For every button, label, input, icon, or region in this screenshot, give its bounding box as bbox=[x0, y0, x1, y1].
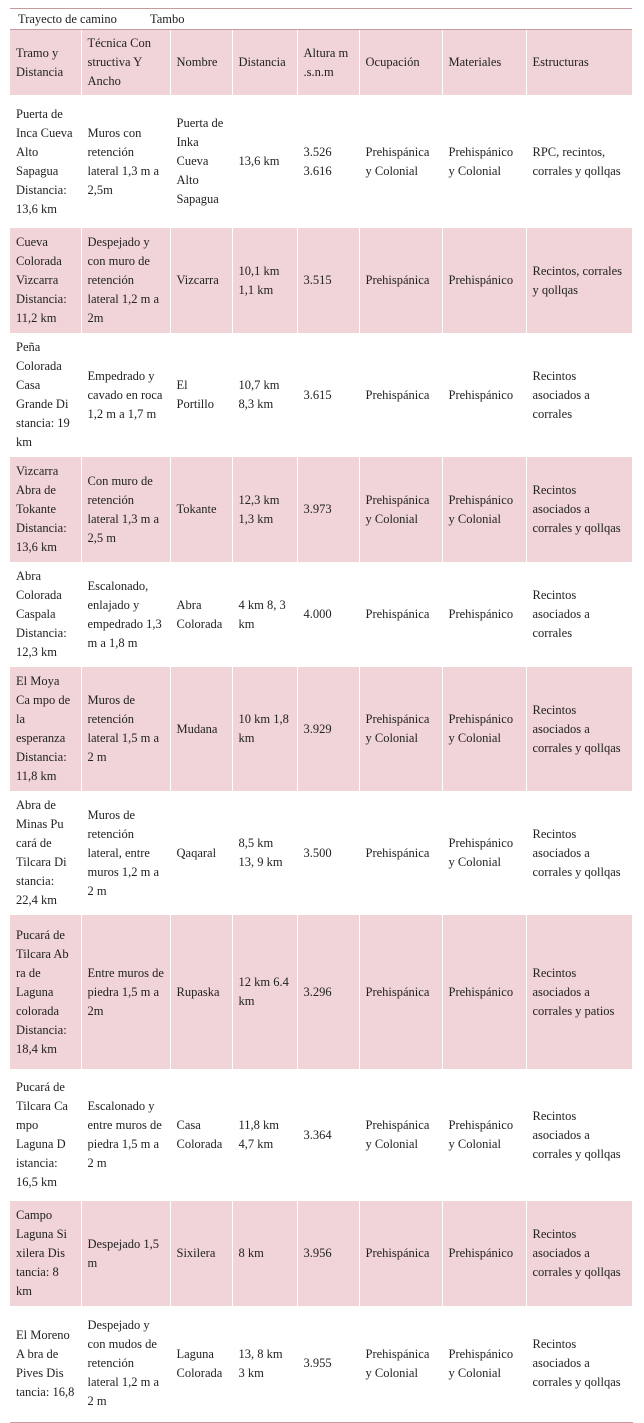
document-page bbox=[10, 8, 632, 1423]
cell-nombre: Tokante bbox=[170, 457, 232, 562]
cell-tramo: Peña Colorada Casa Grande Di stancia: 19 km bbox=[10, 333, 81, 457]
cell-ocupacion: Prehispánica y Colonial bbox=[359, 667, 442, 791]
cell-tecnica: Despejado y con mudos de retención lateral 1,2 m a 2 m bbox=[81, 1306, 170, 1422]
cell-altura: 3.973 bbox=[297, 457, 359, 562]
cell-materiales: Prehispánico bbox=[442, 1201, 526, 1306]
column-header: Materiales bbox=[442, 30, 526, 95]
cell-ocupacion: Prehispánica bbox=[359, 333, 442, 457]
cell-altura: 3.500 bbox=[297, 791, 359, 915]
route-table bbox=[10, 30, 633, 1423]
cell-tramo: Pucará de Tilcara Ca mpo Laguna D istancia: 16,5 km bbox=[10, 1069, 81, 1201]
cell-altura: 4.000 bbox=[297, 562, 359, 667]
cell-nombre: Mudana bbox=[170, 667, 232, 791]
cell-materiales: Prehispánico bbox=[442, 562, 526, 667]
cell-nombre: El Portillo bbox=[170, 333, 232, 457]
cell-materiales: Prehispánico y Colonial bbox=[442, 667, 526, 791]
column-header: Ocupación bbox=[359, 30, 442, 95]
cell-altura: 3.364 bbox=[297, 1069, 359, 1201]
cell-nombre: Sixilera bbox=[170, 1201, 232, 1306]
table-row bbox=[10, 1201, 632, 1306]
cell-distancia: 10,7 km 8,3 km bbox=[232, 333, 297, 457]
cell-ocupacion: Prehispánica y Colonial bbox=[359, 457, 442, 562]
cell-ocupacion: Prehispánica y Colonial bbox=[359, 1069, 442, 1201]
cell-distancia: 10 km 1,8 km bbox=[232, 667, 297, 791]
cell-ocupacion: Prehispánica y Colonial bbox=[359, 95, 442, 228]
cell-ocupacion: Prehispánica bbox=[359, 562, 442, 667]
group-header-tambo: Tambo bbox=[150, 11, 185, 26]
column-header: Técnica Con structiva Y Ancho bbox=[81, 30, 170, 95]
table-row bbox=[10, 1069, 632, 1201]
cell-estructuras: RPC, recintos, corrales y qollqas bbox=[526, 95, 632, 228]
cell-materiales: Prehispánico y Colonial bbox=[442, 1069, 526, 1201]
cell-ocupacion: Prehispánica bbox=[359, 228, 442, 333]
column-header: Tramo y Distancia bbox=[10, 30, 81, 95]
table-row bbox=[10, 457, 632, 562]
cell-nombre: Laguna Colorada bbox=[170, 1306, 232, 1422]
cell-estructuras: Recintos, corrales y qollqas bbox=[526, 228, 632, 333]
table-row bbox=[10, 333, 632, 457]
cell-estructuras: Recintos asociados a corrales y qollqas bbox=[526, 667, 632, 791]
table-row bbox=[10, 228, 632, 333]
cell-distancia: 13, 8 km 3 km bbox=[232, 1306, 297, 1422]
cell-nombre: Qaqaral bbox=[170, 791, 232, 915]
cell-altura: 3.526 3.616 bbox=[297, 95, 359, 228]
cell-tramo: Campo Laguna Si xilera Dis tancia: 8 km bbox=[10, 1201, 81, 1306]
table-row bbox=[10, 915, 632, 1069]
cell-nombre: Vizcarra bbox=[170, 228, 232, 333]
cell-nombre: Rupaska bbox=[170, 915, 232, 1069]
cell-distancia: 11,8 km 4,7 km bbox=[232, 1069, 297, 1201]
cell-tramo: Cueva Colorada Vizcarra Distancia: 11,2 km bbox=[10, 228, 81, 333]
cell-estructuras: Recintos asociados a corrales y patios bbox=[526, 915, 632, 1069]
cell-tecnica: Despejado 1,5 m bbox=[81, 1201, 170, 1306]
cell-tecnica: Muros de retención lateral, entre muros 1,2 m a 2 m bbox=[81, 791, 170, 915]
group-header-row bbox=[10, 9, 632, 29]
cell-tecnica: Con muro de retención lateral 1,3 m a 2,5 m bbox=[81, 457, 170, 562]
cell-tecnica: Entre muros de piedra 1,5 m a 2m bbox=[81, 915, 170, 1069]
cell-tramo: El Moreno A bra de Pives Dis tancia: 16,8 bbox=[10, 1306, 81, 1422]
cell-estructuras: Recintos asociados a corrales y qollqas bbox=[526, 1306, 632, 1422]
cell-tecnica: Empedrado y cavado en roca 1,2 m a 1,7 m bbox=[81, 333, 170, 457]
cell-tecnica: Despejado y con muro de retención lateral 1,2 m a 2m bbox=[81, 228, 170, 333]
table-row bbox=[10, 791, 632, 915]
column-header: Distancia bbox=[232, 30, 297, 95]
cell-nombre: Abra Colorada bbox=[170, 562, 232, 667]
column-header: Estructuras bbox=[526, 30, 632, 95]
cell-tramo: Vizcarra Abra de Tokante Distancia: 13,6 km bbox=[10, 457, 81, 562]
cell-materiales: Prehispánico bbox=[442, 333, 526, 457]
cell-tecnica: Escalonado, enlajado y empedrado 1,3 m a 1,8 m bbox=[81, 562, 170, 667]
cell-tramo: Pucará de Tilcara Ab ra de Laguna colorada Distancia: 18,4 km bbox=[10, 915, 81, 1069]
cell-altura: 3.956 bbox=[297, 1201, 359, 1306]
cell-distancia: 4 km 8, 3 km bbox=[232, 562, 297, 667]
table-row bbox=[10, 95, 632, 228]
cell-nombre: Casa Colorada bbox=[170, 1069, 232, 1201]
cell-distancia: 13,6 km bbox=[232, 95, 297, 228]
cell-altura: 3.296 bbox=[297, 915, 359, 1069]
cell-materiales: Prehispánico bbox=[442, 228, 526, 333]
column-header: Nombre bbox=[170, 30, 232, 95]
cell-distancia: 8 km bbox=[232, 1201, 297, 1306]
column-header-row bbox=[10, 30, 632, 95]
column-header: Altura m .s.n.m bbox=[297, 30, 359, 95]
cell-tramo: Abra de Minas Pu cará de Tilcara Di stancia: 22,4 km bbox=[10, 791, 81, 915]
table-row bbox=[10, 667, 632, 791]
cell-ocupacion: Prehispánica y Colonial bbox=[359, 1306, 442, 1422]
cell-distancia: 12 km 6.4 km bbox=[232, 915, 297, 1069]
table-row bbox=[10, 562, 632, 667]
cell-materiales: Prehispánico bbox=[442, 915, 526, 1069]
cell-altura: 3.929 bbox=[297, 667, 359, 791]
cell-distancia: 10,1 km 1,1 km bbox=[232, 228, 297, 333]
cell-ocupacion: Prehispánica bbox=[359, 1201, 442, 1306]
cell-ocupacion: Prehispánica bbox=[359, 791, 442, 915]
cell-estructuras: Recintos asociados a corrales bbox=[526, 333, 632, 457]
cell-tramo: El Moya Ca mpo de la esperanza Distancia: 11,8 km bbox=[10, 667, 81, 791]
cell-nombre: Puerta de Inka Cueva Alto Sapagua bbox=[170, 95, 232, 228]
cell-tecnica: Muros con retención lateral 1,3 m a 2,5m bbox=[81, 95, 170, 228]
cell-materiales: Prehispánico y Colonial bbox=[442, 791, 526, 915]
cell-estructuras: Recintos asociados a corrales y qollqas bbox=[526, 791, 632, 915]
cell-estructuras: Recintos asociados a corrales y qollqas bbox=[526, 1201, 632, 1306]
cell-estructuras: Recintos asociados a corrales y qollqas bbox=[526, 457, 632, 562]
cell-altura: 3.615 bbox=[297, 333, 359, 457]
group-header-trayecto: Trayecto de camino bbox=[18, 11, 117, 26]
cell-materiales: Prehispánico y Colonial bbox=[442, 1306, 526, 1422]
cell-tramo: Abra Colorada Caspala Distancia: 12,3 km bbox=[10, 562, 81, 667]
table-row bbox=[10, 1306, 632, 1422]
cell-altura: 3.515 bbox=[297, 228, 359, 333]
cell-materiales: Prehispánico y Colonial bbox=[442, 95, 526, 228]
cell-estructuras: Recintos asociados a corrales bbox=[526, 562, 632, 667]
cell-altura: 3.955 bbox=[297, 1306, 359, 1422]
cell-tecnica: Escalonado y entre muros de piedra 1,5 m a 2 m bbox=[81, 1069, 170, 1201]
cell-materiales: Prehispánico y Colonial bbox=[442, 457, 526, 562]
cell-tecnica: Muros de retención lateral 1,5 m a 2 m bbox=[81, 667, 170, 791]
cell-tramo: Puerta de Inca Cueva Alto Sapagua Distancia: 13,6 km bbox=[10, 95, 81, 228]
cell-distancia: 8,5 km 13, 9 km bbox=[232, 791, 297, 915]
cell-estructuras: Recintos asociados a corrales y qollqas bbox=[526, 1069, 632, 1201]
cell-distancia: 12,3 km 1,3 km bbox=[232, 457, 297, 562]
cell-ocupacion: Prehispánica bbox=[359, 915, 442, 1069]
